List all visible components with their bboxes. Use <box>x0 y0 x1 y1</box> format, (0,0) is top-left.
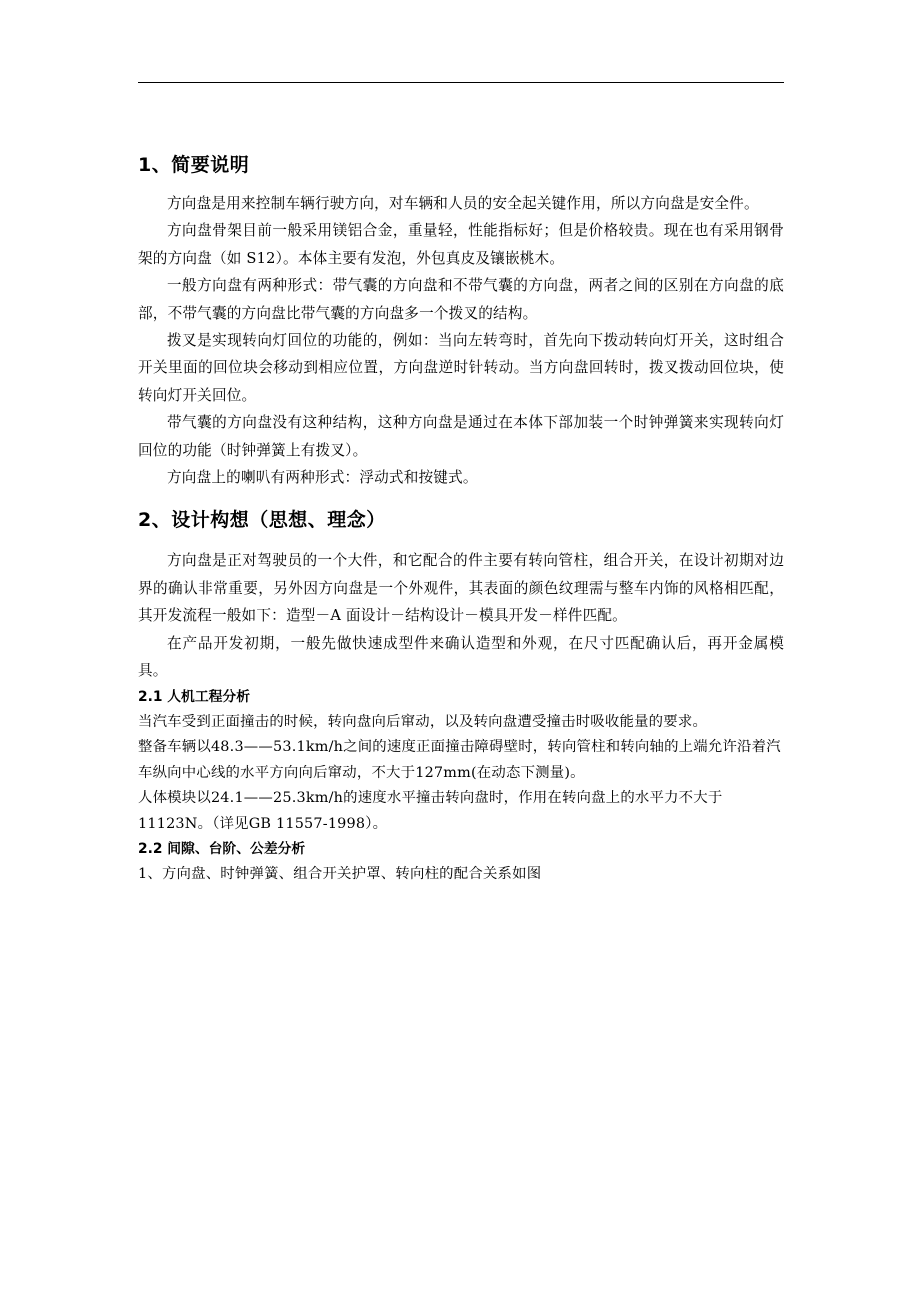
paragraph: 一般方向盘有两种形式：带气囊的方向盘和不带气囊的方向盘，两者之间的区别在方向盘的底部，不带气囊的方向盘比带气囊的方向盘多一个拨叉的结构。 <box>138 277 784 322</box>
paragraph: 方向盘是用来控制车辆行驶方向，对车辆和人员的安全起关键作用，所以方向盘是安全件。 <box>167 195 759 212</box>
header-rule <box>138 82 784 83</box>
paragraph: 方向盘上的喇叭有两种形式：浮动式和按键式。 <box>167 469 478 487</box>
subsection-heading-ergonomics: 2.1 人机工程分析 <box>138 688 251 705</box>
paragraph: 带气囊的方向盘没有这种结构，这种方向盘是通过在本体下部加装一个时钟弹簧来实现转向灯回位的功能（时钟弹簧上有拨叉）。 <box>138 414 784 459</box>
paragraph: 在产品开发初期，一般先做快速成型件来确认造型和外观，在尺寸匹配确认后，再开金属模具。 <box>138 634 784 680</box>
paragraph: 拨叉是实现转向灯回位的功能的，例如：当向左转弯时，首先向下拨动转向灯开关，这时组合开关里面的回位块会移动到相应位置，方向盘逆时针转动。当方向盘回转时，拨叉拨动回位块，使转向灯开关回位。 <box>138 332 784 404</box>
paragraph: 整备车辆以48.3——53.1km/h之间的速度正面撞击障碍壁时，转向管柱和转向轴的上端允许沿着汽车纵向中心线的水平方向向后窜动，不大于127mm(在动态下测量)。 <box>138 739 781 781</box>
paragraph: 方向盘骨架目前一般采用镁铝合金，重量轻，性能指标好；但是价格较贵。现在也有采用钢骨架的方向盘（如 S12）。本体主要有发泡，外包真皮及镶嵌桃木。 <box>138 222 784 267</box>
subsection-heading-gap-tolerance: 2.2 间隙、台阶、公差分析 <box>138 841 306 858</box>
paragraph: 1、方向盘、时钟弹簧、组合开关护罩、转向柱的配合关系如图 <box>138 866 542 883</box>
section-heading-overview: 1、简要说明 <box>138 154 250 176</box>
paragraph: 当汽车受到正面撞击的时候，转向盘向后窜动，以及转向盘遭受撞击时吸收能量的要求。 <box>138 713 708 730</box>
paragraph: 方向盘是正对驾驶员的一个大件，和它配合的件主要有转向管柱，组合开关，在设计初期对边界的确认非常重要，另外因方向盘是一个外观件，其表面的颜色纹理需与整车内饰的风格相匹配，其开发流程一般如下：造型－A 面设计－结构设计－模具开发－样件匹配。 <box>138 552 784 625</box>
paragraph: 人体模块以24.1——25.3km/h的速度水平撞击转向盘时，作用在转向盘上的水平力不大于11123N。（详见GB 11557-1998）。 <box>138 790 723 832</box>
document-body <box>138 152 784 888</box>
section-heading-design-concept: 2、设计构想（思想、理念） <box>138 509 386 532</box>
